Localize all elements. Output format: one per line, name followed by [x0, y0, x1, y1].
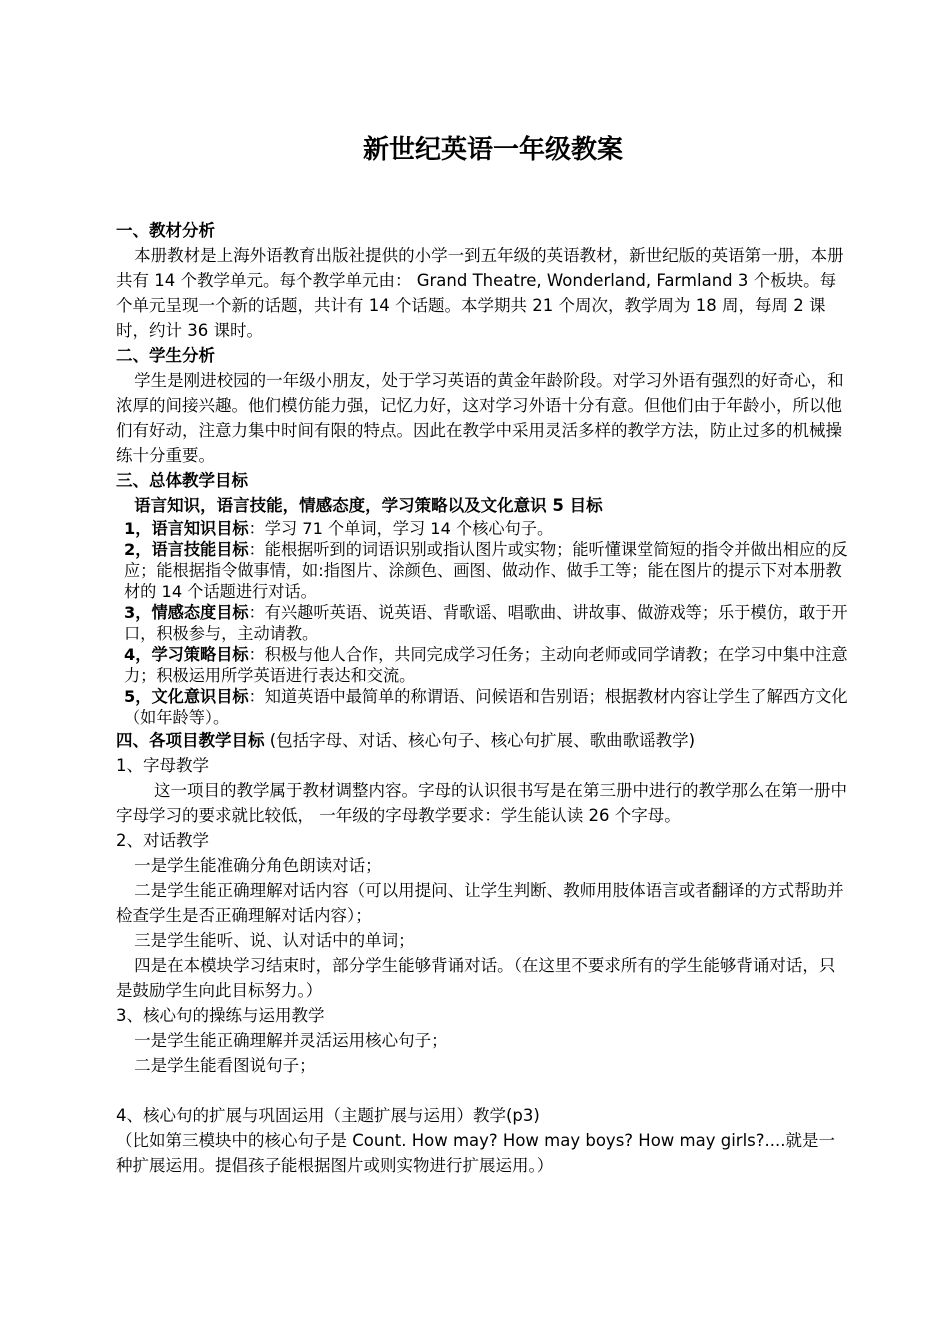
goal-label: 2，语言技能目标: [124, 540, 249, 559]
section-heading-students: 二、学生分析: [116, 346, 215, 365]
section-heading-goals: 三、总体教学目标: [116, 471, 248, 490]
core-sentence-point-1: 一是学生能正确理解并灵活运用核心句子；: [134, 1031, 448, 1050]
section-heading-items-label: 四、各项目教学目标: [116, 731, 265, 750]
goal-item-culture: [116, 686, 850, 728]
goal-text: ：能根据听到的词语识别或指认图片或实物；能听懂课堂简短的指令并做出相应的反应；能根据指令做事情，如:指图片、涂颜色、画图、做动作、做手工等；能在图片的提示下对本册教材的 14 个话题进行对话。: [124, 540, 848, 601]
goal-item-attitude: [116, 602, 850, 644]
goal-item-knowledge: [116, 518, 850, 539]
item-heading-dialogue: 2、对话教学: [116, 831, 209, 850]
section-heading-items: [116, 728, 850, 753]
paragraph-extension: （比如第三模块中的核心句子是 Count. How may? How may boys? How may girls?....就是一种扩展运用。提倡孩子能根据图片或则实物进行扩展运用。）: [116, 1131, 835, 1175]
goal-text: ：积极与他人合作，共同完成学习任务；主动向老师或同学请教；在学习中集中注意力；积极运用所学英语进行表达和交流。: [124, 645, 848, 685]
page-title: 新世纪英语一年级教案: [362, 135, 623, 165]
goal-label: 1，语言知识目标: [124, 519, 249, 538]
goal-label: 3，情感态度目标: [124, 603, 249, 622]
dialogue-point-3: 三是学生能听、说、认对话中的单词；: [134, 931, 415, 950]
document-content: [116, 130, 850, 1178]
dialogue-point-1: 一是学生能准确分角色朗读对话；: [134, 856, 382, 875]
goal-text: ：知道英语中最简单的称谓语、问候语和告别语；根据教材内容让学生了解西方文化（如年龄等）。: [124, 687, 848, 727]
dialogue-point-2: 二是学生能正确理解对话内容（可以用提问、让学生判断、教师用肢体语言或者翻译的方式帮助并检查学生是否正确理解对话内容）；: [116, 881, 844, 925]
paragraph-letters: 这一项目的教学属于教材调整内容。字母的认识很书写是在第三册中进行的教学那么在第一册中字母学习的要求就比较低， 一年级的字母教学要求：学生能认读 26 个字母。: [116, 781, 847, 825]
paragraph-students: 学生是刚进校园的一年级小朋友，处于学习英语的黄金年龄阶段。对学习外语有强烈的好奇心，和浓厚的间接兴趣。他们模仿能力强，记忆力好，这对学习外语十分有意。但他们由于年龄小，所以他们有好动，注意力集中时间有限的特点。因此在教学中采用灵活多样的教学方法，防止过多的机械操练十分重要。: [116, 371, 844, 465]
section-heading-textbook: 一、教材分析: [116, 221, 215, 240]
dialogue-point-4: 四是在本模块学习结束时，部分学生能够背诵对话。（在这里不要求所有的学生能够背诵对话，只是鼓励学生向此目标努力。）: [116, 956, 836, 1000]
core-sentence-point-2: 二是学生能看图说句子；: [134, 1056, 316, 1075]
item-heading-core-sentences: 3、核心句的操练与运用教学: [116, 1006, 325, 1025]
item-heading-extension: 4、核心句的扩展与巩固运用（主题扩展与运用）教学(p3): [116, 1106, 540, 1125]
paragraph-textbook: 本册教材是上海外语教育出版社提供的小学一到五年级的英语教材，新世纪版的英语第一册，本册共有 14 个教学单元。每个教学单元由： Grand Theatre, Wonderland, Farmland 3 个板块。每个单元呈现一个新的话题，共计有 14 个话题。本学期共 21 个周次，教学周为 18 周，每周 2 课时，约计 36 课时。: [116, 246, 844, 340]
goal-label: 5，文化意识目标: [124, 687, 249, 706]
goal-item-skills: [116, 539, 850, 602]
goal-text: ：有兴趣听英语、说英语、背歌谣、唱歌曲、讲故事、做游戏等；乐于模仿，敢于开口，积极参与，主动请教。: [124, 603, 848, 643]
section-heading-items-note: (包括字母、对话、核心句子、核心句扩展、歌曲歌谣教学): [264, 731, 696, 750]
blank-line: [116, 1078, 850, 1103]
goal-label: 4，学习策略目标: [124, 645, 249, 664]
item-heading-letters: 1、字母教学: [116, 756, 209, 775]
goal-item-strategy: [116, 644, 850, 686]
goals-summary: 语言知识，语言技能，情感态度，学习策略以及文化意识 5 目标: [134, 496, 603, 515]
goal-text: ：学习 71 个单词，学习 14 个核心句子。: [248, 519, 554, 538]
